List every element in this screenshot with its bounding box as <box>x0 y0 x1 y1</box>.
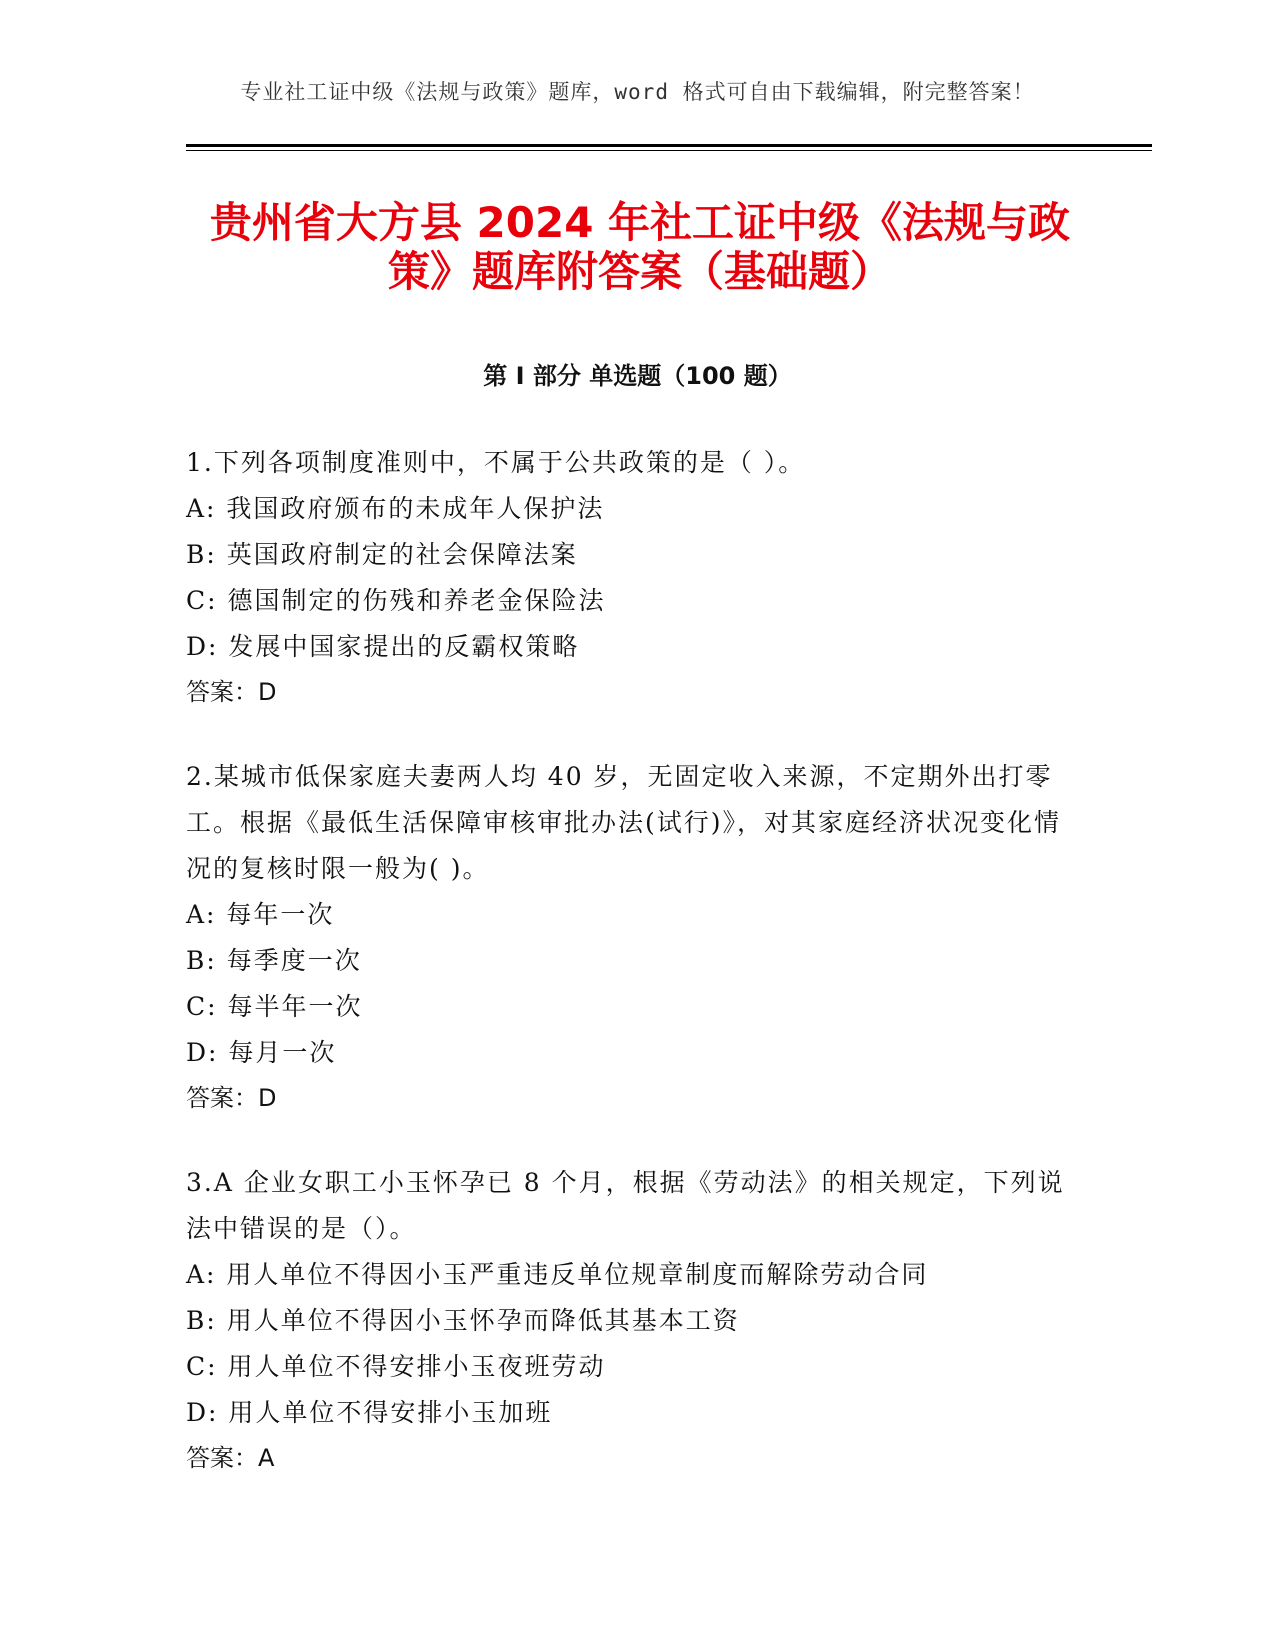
answer-line: 答案：D <box>186 1084 277 1112</box>
document-title <box>190 198 1090 296</box>
option-b: B: 每季度一次 <box>186 946 362 975</box>
option-d: D: 每月一次 <box>186 1038 337 1067</box>
question-stem: 2.某城市低保家庭夫妻两人均 40 岁，无固定收入来源，不定期外出打零工。根据《最低生活保障审核审批办法(试行)》，对其家庭经济状况变化情况的复核时限一般为( )。 <box>186 762 1062 883</box>
document-title-line-1: 贵州省大方县 2024 年社工证中级《法规与政 <box>209 198 1071 247</box>
option-c: C: 每半年一次 <box>186 992 363 1021</box>
option-a: A: 用人单位不得因小玉严重违反单位规章制度而解除劳动合同 <box>186 1260 929 1289</box>
option-d: D: 发展中国家提出的反霸权策略 <box>186 632 580 661</box>
option-a: A: 每年一次 <box>186 900 335 929</box>
question-2 <box>186 754 1086 1120</box>
question-3 <box>186 1160 1086 1480</box>
answer-line: 答案：A <box>186 1444 275 1472</box>
option-c: C: 德国制定的伤残和养老金保险法 <box>186 586 606 615</box>
question-stem: 3.A 企业女职工小玉怀孕已 8 个月，根据《劳动法》的相关规定，下列说法中错误的是（）。 <box>186 1168 1065 1243</box>
option-a: A: 我国政府颁布的未成年人保护法 <box>186 494 605 523</box>
header-divider-thin <box>186 150 1152 151</box>
option-d: D: 用人单位不得安排小玉加班 <box>186 1398 553 1427</box>
question-list <box>186 440 1086 1520</box>
option-c: C: 用人单位不得安排小玉夜班劳动 <box>186 1352 606 1381</box>
header-divider-thick <box>186 144 1152 147</box>
question-stem: 1.下列各项制度准则中，不属于公共政策的是（ ）。 <box>186 448 806 477</box>
document-title-line-2: 策》题库附答案（基础题） <box>387 247 892 296</box>
answer-line: 答案：D <box>186 678 277 706</box>
question-1 <box>186 440 1086 714</box>
page-header-text: 专业社工证中级《法规与政策》题库，word 格式可自由下载编辑，附完整答案！ <box>240 80 1035 104</box>
option-b: B: 英国政府制定的社会保障法案 <box>186 540 578 569</box>
section-heading: 第 I 部分 单选题（100 题） <box>483 362 792 390</box>
option-b: B: 用人单位不得因小玉怀孕而降低其基本工资 <box>186 1306 740 1335</box>
